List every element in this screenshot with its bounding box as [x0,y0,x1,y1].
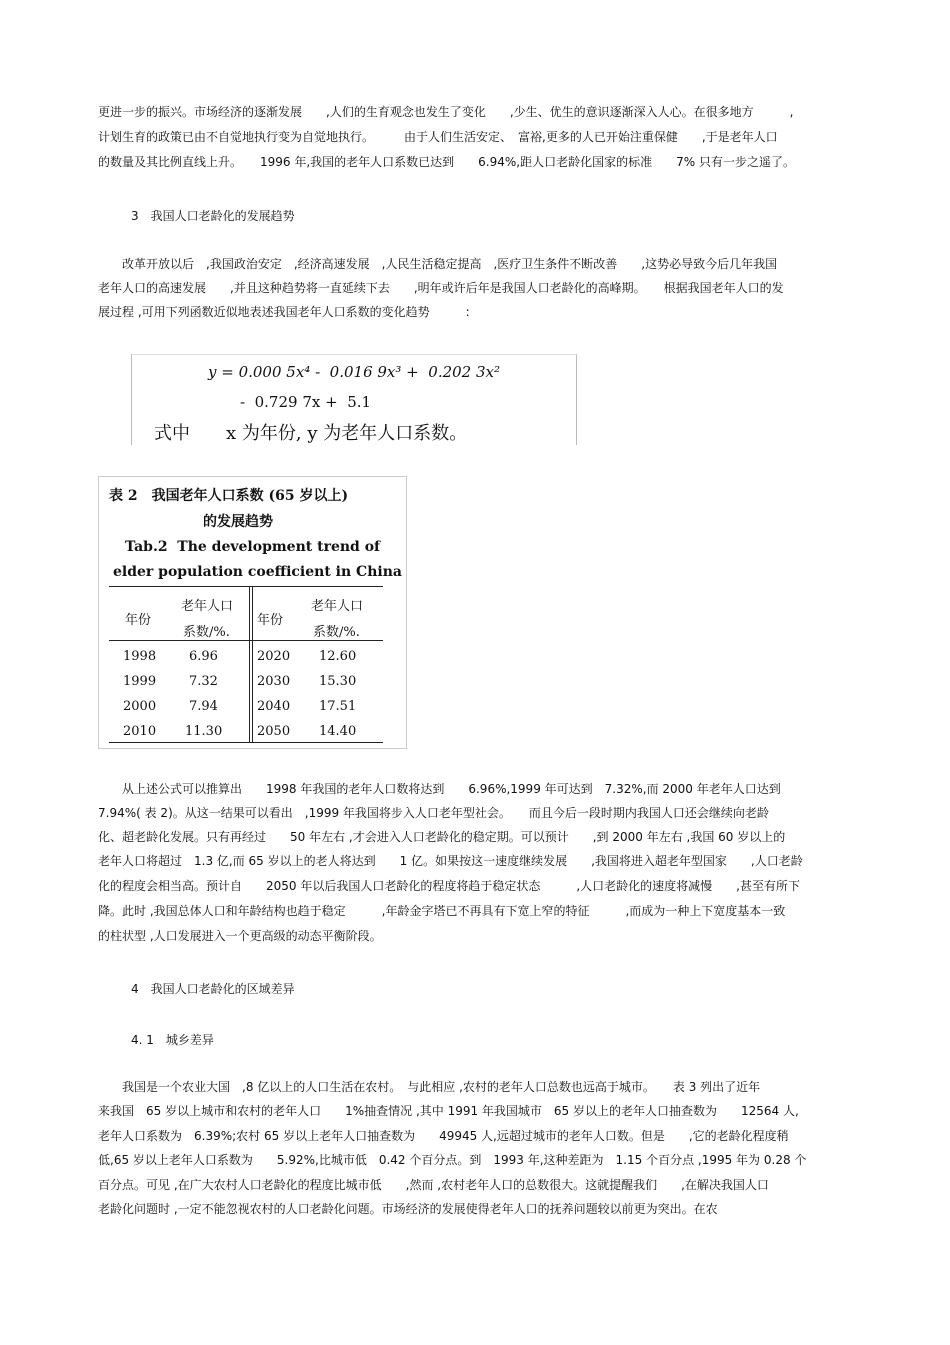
header-year-right: 年份 [257,613,284,628]
table-cell: 2030 [257,674,291,689]
text-line: 改革开放以后 ,我国政治安定 ,经济高速发展 ,人民生活稳定提高 ,医疗卫生条件不断改善 ,这势必导致今后几年我国 [98,257,778,271]
table-title-en-1: Tab.2 The development trend of [125,539,381,555]
text-line: 计划生育的政策已由不自觉地执行变为自觉地执行。 由于人们生活安定、 富裕,更多的人已开始注重保健 ,于是老年人口 [98,130,778,144]
section-heading-3: 3 我国人口老龄化的发展趋势 [131,209,295,223]
table-cell: 1998 [123,649,157,664]
table-title-cn-1: 表 2 我国老年人口系数 (65 岁以上) [109,488,349,504]
text-line: 老年人口的高速发展 ,并且这种趋势将一直延续下去 ,明年或许后年是我国人口老龄化的高峰期。 根据我国老年人口的发 [98,281,784,295]
text-line: 来我国 65 岁以上城市和农村的老年人口 1%抽查情况 ,其中 1991 年我国城市 65 岁以上的老年人口抽查数为 12564 人, [98,1104,799,1118]
table-divider-a [249,587,250,742]
table-cell: 14.40 [319,724,357,739]
table-cell: 2040 [257,699,291,714]
table-header-rule [109,640,383,641]
table-2-figure [98,476,407,749]
text-line: 从上述公式可以推算出 1998 年我国的老年人口数将达到 6.96%,1999 年可达到 7.32%,而 2000 年老年人口达到 [98,782,781,796]
table-title-cn-2: 的发展趋势 [203,514,273,530]
text-line: 低,65 岁以上老年人口系数为 5.92%,比城市低 0.42 个百分点。到 1993 年,这种差距为 1.15 个百分点 ,1995 年为 0.28 个 [98,1153,807,1167]
section-heading-4-1: 4. 1 城乡差异 [131,1033,214,1047]
table-top-rule [109,586,383,587]
text-line: 的数量及其比例直线上升。 1996 年,我国的老年人口系数已达到 6.94%,距人口老龄化国家的标准 7% 只有一步之遥了。 [98,155,795,169]
header-coef-right-2: 系数/%. [313,625,360,640]
table-cell: 17.51 [319,699,357,714]
text-line: 我国是一个农业大国 ,8 亿以上的人口生活在农村。 与此相应 ,农村的老年人口总数也远高于城市。 表 3 列出了近年 [98,1080,761,1094]
section-heading-4: 4 我国人口老龄化的区域差异 [131,982,295,996]
table-cell: 2020 [257,649,291,664]
text-line: 的柱状型 ,人口发展进入一个更高级的动态平衡阶段。 [98,929,382,943]
text-line: 更进一步的振兴。市场经济的逐渐发展 ,人们的生育观念也发生了变化 ,少生、优生的意识逐渐深入人心。在很多地方 , [98,105,794,119]
text-line: 降。此时 ,我国总体人口和年龄结构也趋于稳定 ,年龄金字塔已不再具有下宽上窄的特征 ,而成为一种上下宽度基本一致 [98,904,786,918]
table-cell: 1999 [123,674,157,689]
table-divider-b [252,587,253,742]
header-coef-left-2: 系数/%. [183,625,230,640]
table-cell: 12.60 [319,649,357,664]
text-line: 化的程度会相当高。预计自 2050 年以后我国人口老龄化的程度将趋于稳定状态 ,人口老龄化的速度将减慢 ,甚至有所下 [98,879,800,893]
text-line: 老年人口将超过 1.3 亿,而 65 岁以上的老人将达到 1 亿。如果按这一速度继续发展 ,我国将进入超老年型国家 ,人口老龄 [98,854,803,868]
table-title-en-2: elder population coefficient in China [113,564,402,580]
table-cell: 15.30 [319,674,357,689]
text-line: 老龄化问题时 ,一定不能忽视农村的人口老龄化问题。市场经济的发展使得老年人口的抚养问题较以前更为突出。在农 [98,1202,718,1216]
formula-figure [131,354,577,445]
table-cell: 6.96 [189,649,218,664]
text-line: 化、超老龄化发展。只有再经过 50 年左右 ,才会进入人口老龄化的稳定期。可以预计 ,到 2000 年左右 ,我国 60 岁以上的 [98,830,786,844]
text-line: 7.94%( 表 2)。从这一结果可以看出 ,1999 年我国将步入人口老年型社会。 而且今后一段时期内我国人口还会继续向老龄 [98,806,769,820]
header-year-left: 年份 [125,613,152,628]
formula-line-2: - 0.729 7x + 5.1 [240,393,372,411]
text-line: 百分点。可见 ,在广大农村人口老龄化的程度比城市低 ,然而 ,农村老年人口的总数很大。这就提醒我们 ,在解决我国人口 [98,1178,769,1192]
text-line: 展过程 ,可用下列函数近似地表述我国老年人口系数的变化趋势 : [98,305,470,319]
table-cell: 2010 [123,724,157,739]
header-coef-right-1: 老年人口 [311,599,364,614]
formula-line-1: y = 0.000 5x⁴ - 0.016 9x³ + 0.202 3x² [208,363,501,381]
table-cell: 2000 [123,699,157,714]
formula-note: 式中 x 为年份, y 为老年人口系数。 [154,423,468,444]
table-cell: 7.32 [189,674,218,689]
header-coef-left-1: 老年人口 [181,599,234,614]
table-cell: 11.30 [185,724,223,739]
table-bottom-rule [109,742,383,743]
text-line: 老年人口系数为 6.39%;农村 65 岁以上老年人口抽查数为 49945 人,远超过城市的老年人口数。但是 ,它的老龄化程度稍 [98,1129,789,1143]
table-cell: 7.94 [189,699,218,714]
table-cell: 2050 [257,724,291,739]
